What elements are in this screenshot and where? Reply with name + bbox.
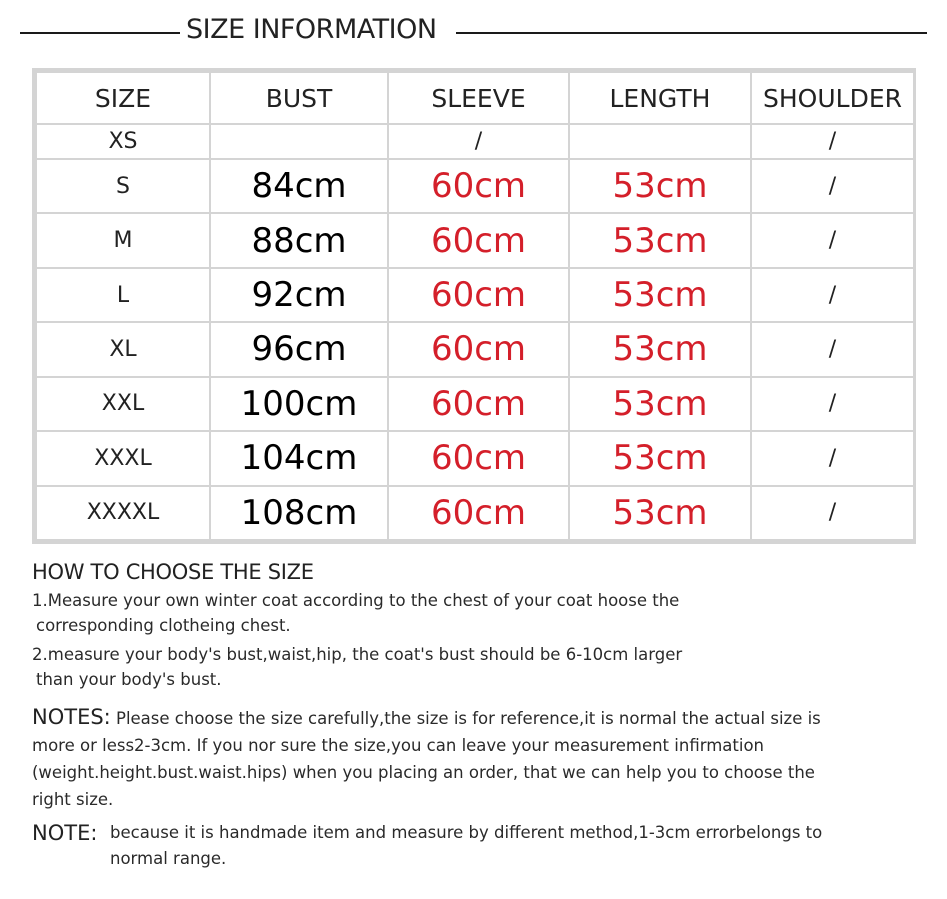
table-row [36,486,914,540]
notes-line-4: right size. [32,790,114,809]
how-to-choose-heading: HOW TO CHOOSE THE SIZE [32,560,314,584]
cell-length: 53cm [569,377,751,431]
size-table [32,68,916,544]
cell-size: XL [36,322,210,376]
cell-sleeve: / [388,124,569,159]
cell-length: 53cm [569,159,751,213]
cell-sleeve: 60cm [388,431,569,485]
note-line-2: normal range. [110,849,227,868]
cell-size: XXXXL [36,486,210,540]
cell-bust: 84cm [210,159,388,213]
cell-sleeve: 60cm [388,322,569,376]
cell-size: L [36,268,210,322]
cell-size: M [36,213,210,267]
cell-bust: 92cm [210,268,388,322]
cell-length [569,124,751,159]
cell-sleeve: 60cm [388,377,569,431]
note-label: NOTE: [32,821,98,845]
how-to-choose-section [32,560,912,692]
table-row [36,159,914,213]
notes-line-2: more or less2-3cm. If you nor sure the size,you can leave your measurement infirmation [32,736,764,755]
cell-size: XS [36,124,210,159]
table-row [36,213,914,267]
cell-length: 53cm [569,486,751,540]
table-header-row [36,72,914,124]
cell-bust: 104cm [210,431,388,485]
cell-length: 53cm [569,268,751,322]
cell-length: 53cm [569,431,751,485]
cell-shoulder: / [751,322,914,376]
cell-shoulder: / [751,213,914,267]
cell-shoulder: / [751,268,914,322]
cell-length: 53cm [569,322,751,376]
cell-length: 53cm [569,213,751,267]
cell-bust [210,124,388,159]
cell-sleeve: 60cm [388,159,569,213]
guide-step-1 [32,588,912,638]
size-information-title [20,14,927,50]
header-shoulder: SHOULDER [751,72,914,124]
note-body [110,820,900,872]
header-length: LENGTH [569,72,751,124]
title-rule-left [20,32,180,34]
guide-step-2-line-2: than your body's bust. [36,670,222,689]
cell-sleeve: 60cm [388,268,569,322]
notes-line-1: Please choose the size carefully,the size is for reference,it is normal the actual size is [110,709,821,728]
cell-shoulder: / [751,486,914,540]
notes-line-3: (weight.height.bust.waist.hips) when you placing an order, that we can help you to choose the [32,763,815,782]
cell-bust: 88cm [210,213,388,267]
note-section [32,820,912,872]
page-title: SIZE INFORMATION [186,14,437,45]
cell-bust: 96cm [210,322,388,376]
cell-bust: 100cm [210,377,388,431]
notes-section [32,704,912,813]
cell-shoulder: / [751,377,914,431]
guide-step-2-line-1: 2.measure your body's bust,waist,hip, the coat's bust should be 6-10cm larger [32,645,683,664]
cell-sleeve: 60cm [388,486,569,540]
cell-size: S [36,159,210,213]
cell-shoulder: / [751,124,914,159]
table-row [36,431,914,485]
cell-shoulder: / [751,159,914,213]
note-line-1: because it is handmade item and measure by different method,1-3cm errorbelongs to [110,823,823,842]
header-size: SIZE [36,72,210,124]
cell-sleeve: 60cm [388,213,569,267]
header-bust: BUST [210,72,388,124]
table-row [36,124,914,159]
table-row [36,268,914,322]
cell-bust: 108cm [210,486,388,540]
table-row [36,322,914,376]
cell-shoulder: / [751,431,914,485]
title-rule-right [456,32,927,34]
table-row [36,377,914,431]
guide-step-2 [32,642,912,692]
cell-size: XXXL [36,431,210,485]
guide-step-1-line-1: 1.Measure your own winter coat according to the chest of your coat hoose the [32,591,680,610]
guide-step-1-line-2: corresponding clotheing chest. [36,616,291,635]
notes-label: NOTES: [32,705,111,729]
size-chart [35,71,915,541]
header-sleeve: SLEEVE [388,72,569,124]
cell-size: XXL [36,377,210,431]
